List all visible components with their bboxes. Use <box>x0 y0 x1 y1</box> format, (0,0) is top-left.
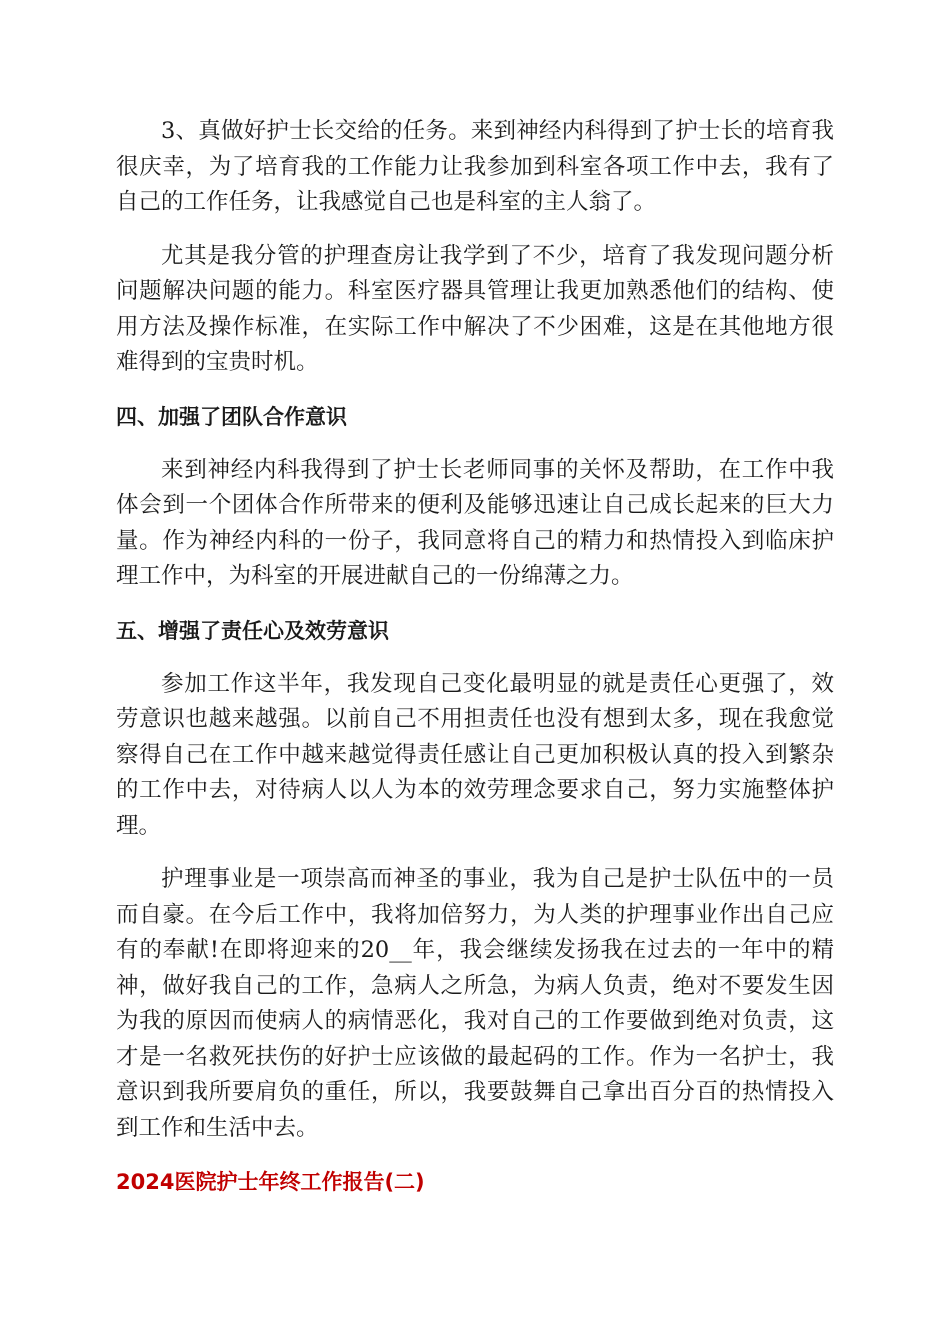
heading-teamwork: 四、加强了团队合作意识 <box>116 404 347 429</box>
paragraph-ward-rounds: 尤其是我分管的护理查房让我学到了不少，培育了我发现问题分析问题解决问题的能力。科室医疗器具管理让我更加熟悉他们的结构、使用方法及操作标准，在实际工作中解决了不少困难，这是在其他地方很难得到的宝贵时机。 <box>116 242 834 375</box>
paragraph-responsibility: 参加工作这半年，我发现自己变化最明显的就是责任心更强了，效劳意识也越来越强。以前自己不用担责任也没有想到太多，现在我愈觉察得自己在工作中越来越觉得责任感让自己更加积极认真的投入到繁杂的工作中去，对待病人以人为本的效劳理念要求自己，努力实施整体护理。 <box>116 670 834 839</box>
heading-responsibility: 五、增强了责任心及效劳意识 <box>116 618 389 643</box>
paragraph-task: 3、真做好护士长交给的任务。来到神经内科得到了护士长的培育我很庆幸，为了培育我的工作能力让我参加到科室各项工作中去，我有了自己的工作任务，让我感觉自己也是科室的主人翁了。 <box>116 118 834 215</box>
report-title: 2024医院护士年终工作报告(二) <box>116 1170 425 1194</box>
paragraph-nursing-career: 护理事业是一项崇高而神圣的事业，我为自己是护士队伍中的一员而自豪。在今后工作中，我将加倍努力，为人类的护理事业作出自己应有的奉献!在即将迎来的20__年，我会继续发扬我在过去的一年中的精神，做好我自己的工作，急病人之所急，为病人负责，绝对不要发生因为我的原因而使病人的病情恶化，我对自己的工作要做到绝对负责，这才是一名救死扶伤的好护士应该做的最起码的工作。作为一名护士，我意识到我所要肩负的重任，所以，我要鼓舞自己拿出百分百的热情投入到工作和生活中去。 <box>116 866 834 1141</box>
document-content <box>116 114 834 1200</box>
paragraph-teamwork: 来到神经内科我得到了护士长老师同事的关怀及帮助，在工作中我体会到一个团体合作所带来的便利及能够迅速让自己成长起来的巨大力量。作为神经内科的一份子，我同意将自己的精力和热情投入到临床护理工作中，为科室的开展进献自己的一份绵薄之力。 <box>116 456 834 589</box>
